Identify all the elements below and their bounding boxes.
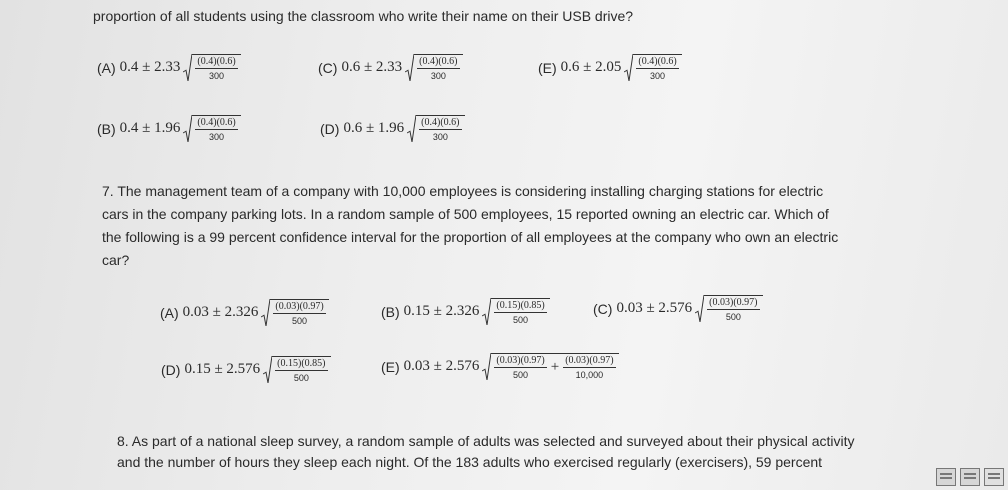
q7-option-d[interactable]	[161, 356, 331, 383]
radical-icon	[183, 115, 192, 142]
fraction-numerator: (0.4)(0.6)	[197, 117, 236, 128]
fraction-denominator: 300	[209, 132, 225, 142]
option-label: (B)	[97, 120, 116, 137]
radical-icon	[261, 299, 270, 326]
option-expression: 0.15 ± 2.576	[184, 361, 261, 377]
plus-sign: +	[550, 359, 560, 375]
square-root	[695, 295, 762, 322]
fraction-denominator: 300	[430, 71, 446, 81]
fraction-numerator: (0.03)(0.97)	[275, 301, 324, 312]
q6-option-c[interactable]	[318, 54, 463, 81]
q6-option-e[interactable]	[538, 54, 682, 81]
square-root	[183, 54, 240, 81]
option-label: (A)	[160, 304, 179, 321]
radical-icon	[482, 298, 491, 325]
fraction-denominator: 300	[209, 71, 225, 81]
q6-option-d[interactable]	[320, 115, 465, 142]
q6-intro: proportion of all students using the classroom who write their name on their USB drive?	[93, 8, 634, 24]
option-label: (D)	[161, 361, 181, 378]
layout-icon[interactable]	[936, 468, 956, 486]
square-root	[407, 115, 464, 142]
radical-icon	[407, 115, 416, 142]
fraction-numerator: (0.4)(0.6)	[197, 56, 236, 67]
option-expression: 0.03 ± 2.576	[616, 300, 693, 316]
radical-icon	[482, 353, 491, 380]
fraction-numerator: (0.4)(0.6)	[638, 56, 677, 67]
option-label: (C)	[593, 300, 613, 317]
q8-question: 8. As part of a national sleep survey, a random sample of adults was selected and surveyed about their physical activity and the number of hours they sleep each night. Of the 183 adults who exercised regularly (exercisers), 59 percent	[117, 433, 855, 470]
fraction-numerator: (0.4)(0.6)	[421, 117, 460, 128]
option-label: (E)	[381, 358, 400, 375]
q7-option-a[interactable]	[160, 299, 329, 326]
q7-option-c[interactable]	[593, 295, 763, 322]
q6-option-a[interactable]	[97, 54, 241, 81]
option-expression: 0.15 ± 2.326	[403, 303, 480, 319]
radical-icon	[624, 54, 633, 81]
fraction-denominator: 500	[293, 373, 309, 383]
fraction-denominator: 300	[432, 132, 448, 142]
cursor-icon[interactable]	[984, 468, 1004, 486]
square-root	[263, 356, 330, 383]
fraction-denominator: 500	[513, 315, 529, 325]
option-expression: 0.03 ± 2.576	[403, 358, 480, 374]
radical-icon	[183, 54, 192, 81]
radical-icon	[695, 295, 704, 322]
option-expression: 0.6 ± 2.05	[560, 59, 622, 75]
radical-icon	[263, 356, 272, 383]
option-label: (C)	[318, 59, 338, 76]
square-root	[482, 298, 549, 325]
fraction-denominator: 500	[513, 370, 529, 380]
square-root	[482, 353, 618, 380]
square-root	[624, 54, 681, 81]
square-root	[405, 54, 462, 81]
option-expression: 0.4 ± 1.96	[119, 120, 181, 136]
option-expression: 0.6 ± 1.96	[343, 120, 405, 136]
fraction-numerator: (0.4)(0.6)	[419, 56, 458, 67]
fraction-denominator: 500	[725, 312, 741, 322]
q7-option-e[interactable]	[381, 353, 619, 380]
fraction-numerator: (0.03)(0.97)	[709, 297, 758, 308]
radical-icon	[405, 54, 414, 81]
option-label: (A)	[97, 59, 116, 76]
option-expression: 0.6 ± 2.33	[341, 59, 403, 75]
square-root	[183, 115, 240, 142]
fraction-denominator-2: 10,000	[575, 370, 604, 380]
fraction-numerator: (0.03)(0.97)	[496, 355, 545, 366]
fraction-denominator: 500	[292, 316, 308, 326]
q6-option-b[interactable]	[97, 115, 241, 142]
fraction-numerator: (0.15)(0.85)	[496, 300, 545, 311]
document-icon[interactable]	[960, 468, 980, 486]
square-root	[261, 299, 328, 326]
fraction-denominator: 300	[650, 71, 666, 81]
option-expression: 0.4 ± 2.33	[119, 59, 181, 75]
q7-question: 7. The management team of a company with 10,000 employees is considering installing charging stations for electric cars in the company parking lots. In a random sample of 500 employees, 15 reported owning an electric car. Which of the following is a 99 percent confidence interval for the proportion of all employees at the company who own an electric car?	[102, 183, 839, 268]
option-expression: 0.03 ± 2.326	[182, 304, 259, 320]
q7-option-b[interactable]	[381, 298, 550, 325]
fraction-numerator-2: (0.03)(0.97)	[565, 355, 614, 366]
option-label: (B)	[381, 303, 400, 320]
option-label: (E)	[538, 59, 557, 76]
taskbar-icons	[936, 468, 1004, 486]
fraction-numerator: (0.15)(0.85)	[277, 358, 326, 369]
option-label: (D)	[320, 120, 340, 137]
